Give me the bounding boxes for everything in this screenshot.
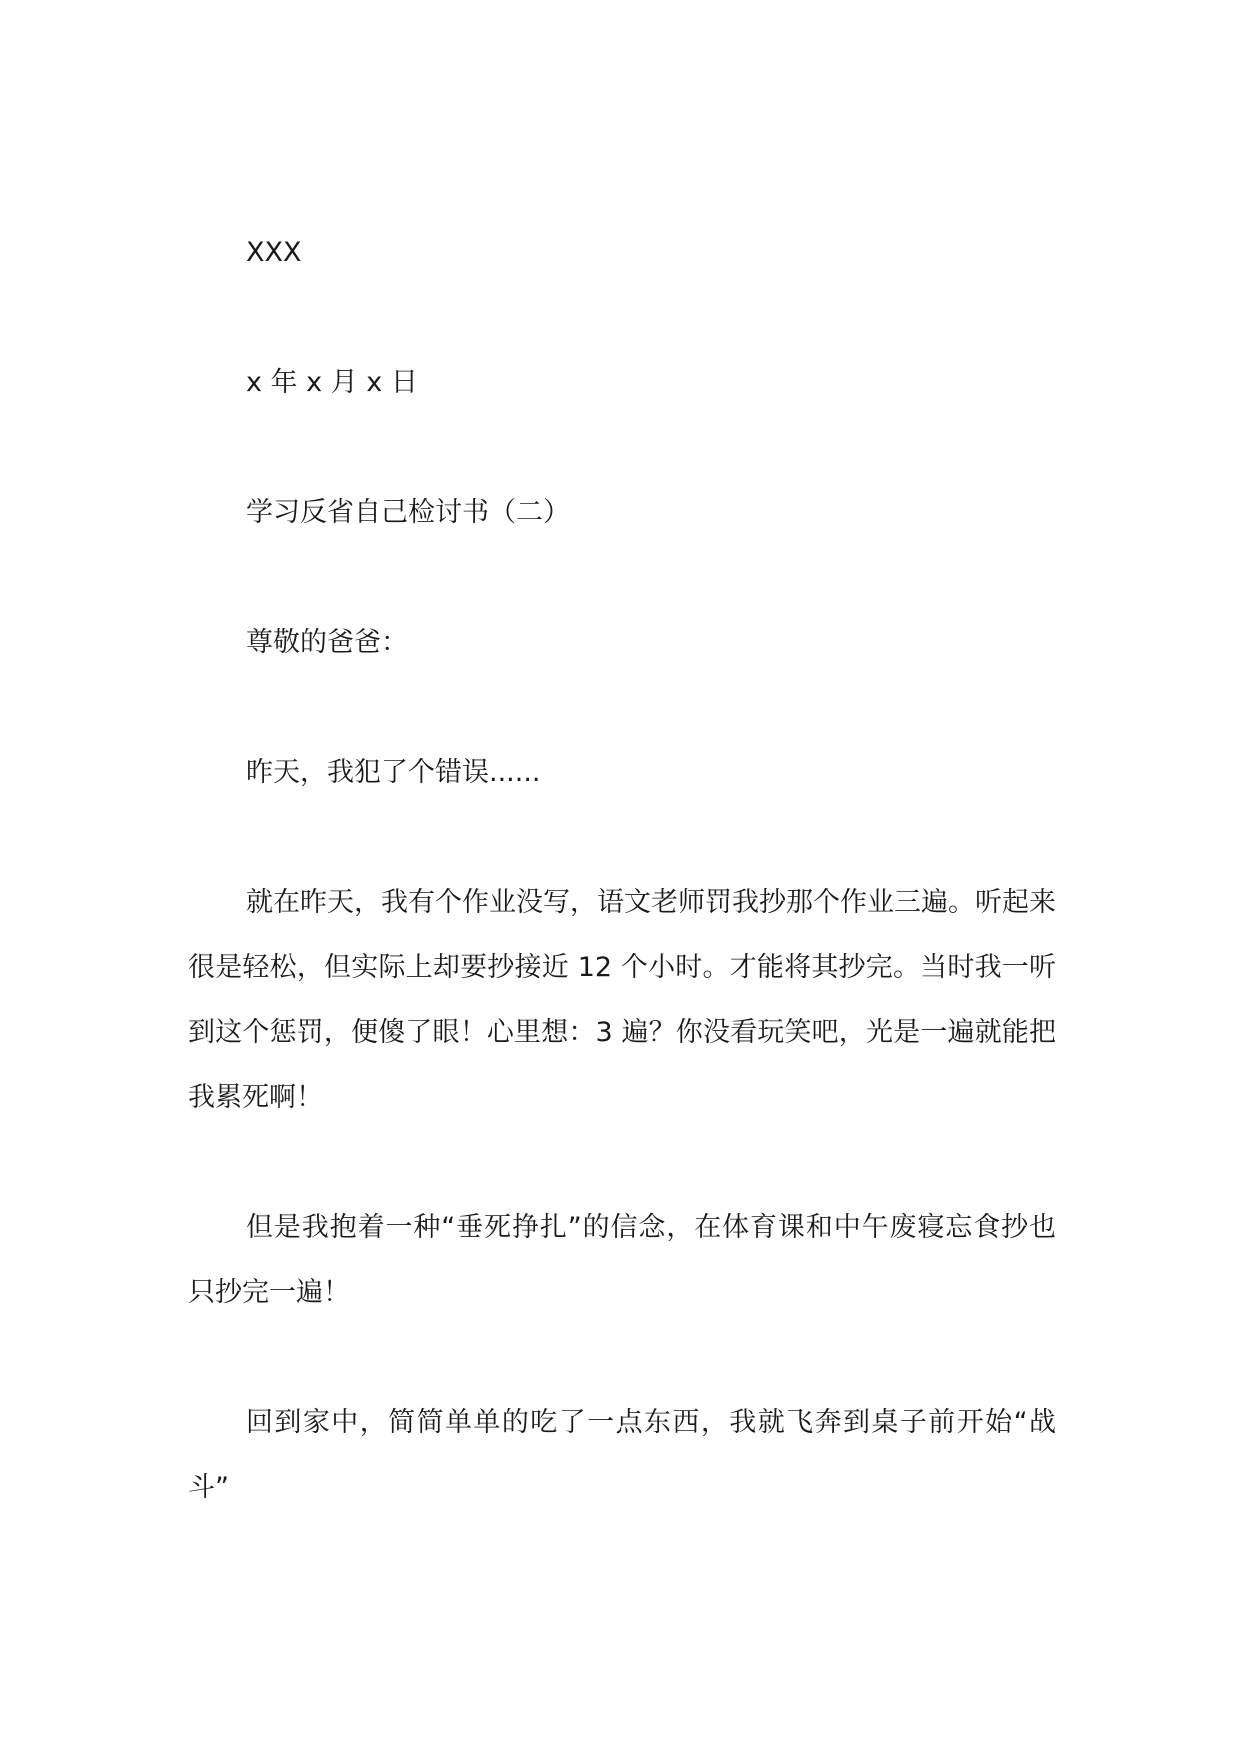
- body-paragraph: 回到家中，简简单单的吃了一点东西，我就飞奔到桌子前开始“战斗”: [188, 1407, 1056, 1503]
- signature-date: x 年 x 月 x 日: [246, 367, 418, 398]
- body-paragraph: 就在昨天，我有个作业没写，语文老师罚我抄那个作业三遍。听起来很是轻松，但实际上却要抄接近 12 个小时。才能将其抄完。当时我一听到这个惩罚，便傻了眼！心里想：3 遍？你没看玩笑吧，光是一遍就能把我累死啊！: [188, 887, 1056, 1113]
- signature-name: XXX: [246, 237, 302, 268]
- salutation: 尊敬的爸爸：: [246, 627, 408, 658]
- body-paragraph: 但是我抱着一种“垂死挣扎”的信念，在体育课和中午废寝忘食抄也只抄完一遍！: [188, 1212, 1056, 1308]
- document-title: 学习反省自己检讨书（二）: [246, 497, 570, 528]
- body-paragraph: 昨天，我犯了个错误......: [246, 757, 541, 788]
